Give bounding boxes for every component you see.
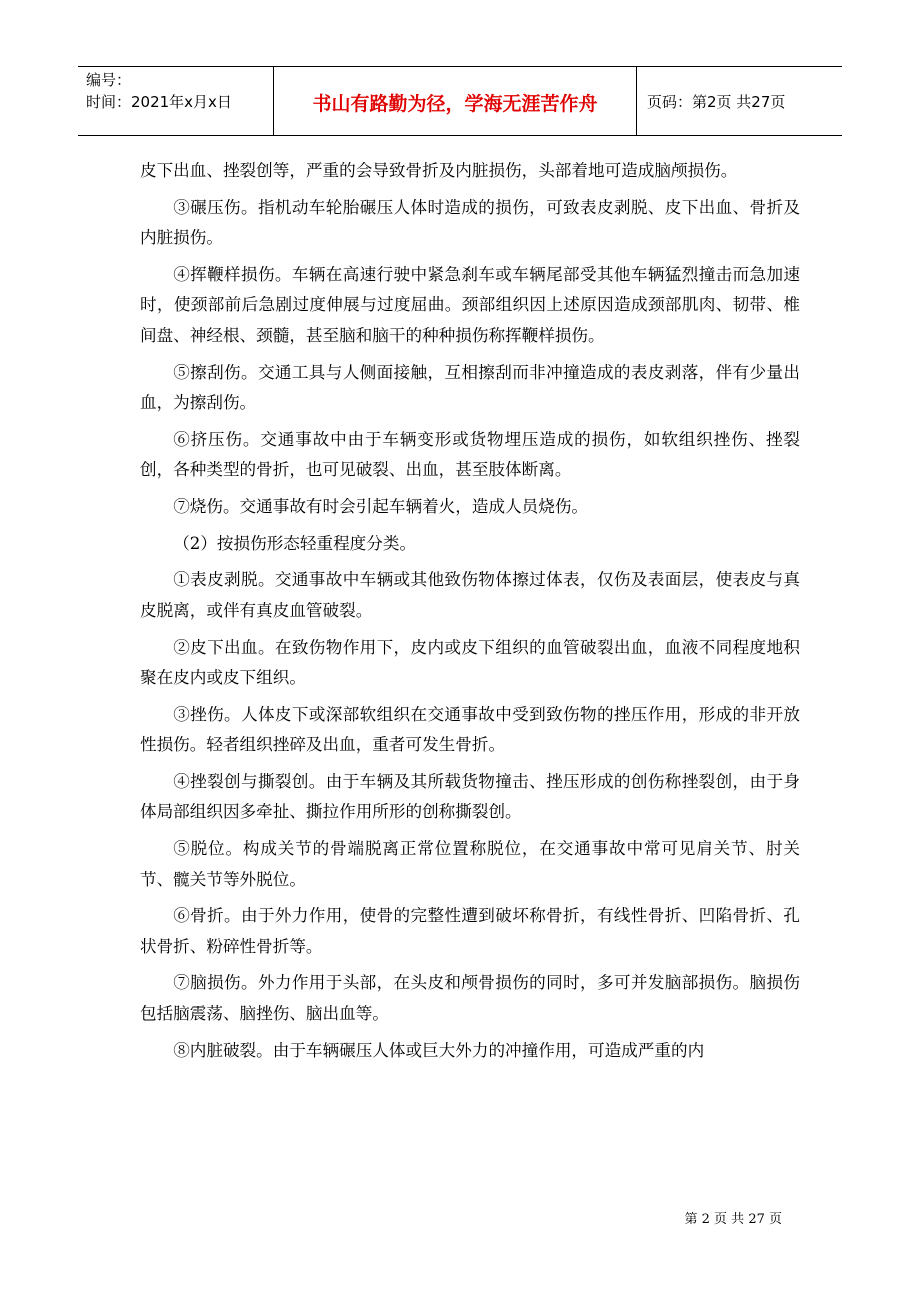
document-body <box>140 156 800 1072</box>
paragraph-6: ⑦烧伤。交通事故有时会引起车辆着火，造成人员烧伤。 <box>173 496 589 516</box>
document-number-label: 编号： <box>86 71 132 89</box>
header-page-cell <box>637 67 842 135</box>
paragraph-12: ⑤脱位。构成关节的骨端脱离正常位置称脱位，在交通事故中常可见肩关节、肘关节、髋关节等外脱位。 <box>140 839 800 889</box>
paragraph-11: ④挫裂创与撕裂创。由于车辆及其所载货物撞击、挫压形成的创伤称挫裂创，由于身体局部组织因多牵扯、撕拉作用所形的创称撕裂创。 <box>140 771 800 822</box>
paragraph-4: ⑤擦刮伤。交通工具与人侧面接触，互相擦刮而非冲撞造成的表皮剥落，伴有少量出血，为擦刮伤。 <box>140 362 800 413</box>
section-heading: （2）按损伤形态轻重程度分类。 <box>173 533 417 553</box>
header-page-code: 页码：第2页 共27页 <box>647 93 786 111</box>
paragraph-13: ⑥骨折。由于外力作用，使骨的完整性遭到破坏称骨折，有线性骨折、凹陷骨折、孔状骨折、粉碎性骨折等。 <box>140 906 800 956</box>
page-header <box>78 66 842 136</box>
paragraph-5: ⑥挤压伤。交通事故中由于车辆变形或货物埋压造成的损伤，如软组织挫伤、挫裂创，各种类型的骨折，也可见破裂、出血，甚至肢体断离。 <box>140 429 800 480</box>
document-time-label: 时间：2021年x月x日 <box>86 93 232 111</box>
paragraph-3: ④挥鞭样损伤。车辆在高速行驶中紧急刹车或车辆尾部受其他车辆猛烈撞击而急加速时，使颈部前后急剧过度伸展与过度屈曲。颈部组织因上述原因造成颈部肌肉、韧带、椎间盘、神经根、颈髓，甚至脑和脑干的种种损伤称挥鞭样损伤。 <box>140 264 800 345</box>
header-motto: 书山有路勤为径，学海无涯苦作舟 <box>312 93 598 115</box>
paragraph-8: ①表皮剥脱。交通事故中车辆或其他致伤物体擦过体表，仅伤及表面层，使表皮与真皮脱离，或伴有真皮血管破裂。 <box>140 570 800 620</box>
paragraph-9: ②皮下出血。在致伤物作用下，皮内或皮下组织的血管破裂出血，血液不同程度地积聚在皮内或皮下组织。 <box>140 637 800 687</box>
paragraph-14: ⑦脑损伤。外力作用于头部，在头皮和颅骨损伤的同时，多可并发脑部损伤。脑损伤包括脑震荡、脑挫伤、脑出血等。 <box>140 973 800 1023</box>
paragraph-10: ③挫伤。人体皮下或深部软组织在交通事故中受到致伤物的挫压作用，形成的非开放性损伤。轻者组织挫碎及出血，重者可发生骨折。 <box>140 704 800 755</box>
paragraph-15: ⑧内脏破裂。由于车辆碾压人体或巨大外力的冲撞作用，可造成严重的内 <box>173 1040 705 1060</box>
header-motto-cell <box>274 67 637 135</box>
header-info-cell <box>78 67 274 135</box>
page-footer: 第 2 页 共 27 页 <box>684 1212 782 1227</box>
paragraph-1: 皮下出血、挫裂创等，严重的会导致骨折及内脏损伤，头部着地可造成脑颅损伤。 <box>140 161 738 180</box>
paragraph-2: ③碾压伤。指机动车轮胎碾压人体时造成的损伤，可致表皮剥脱、皮下出血、骨折及内脏损伤。 <box>140 197 800 248</box>
